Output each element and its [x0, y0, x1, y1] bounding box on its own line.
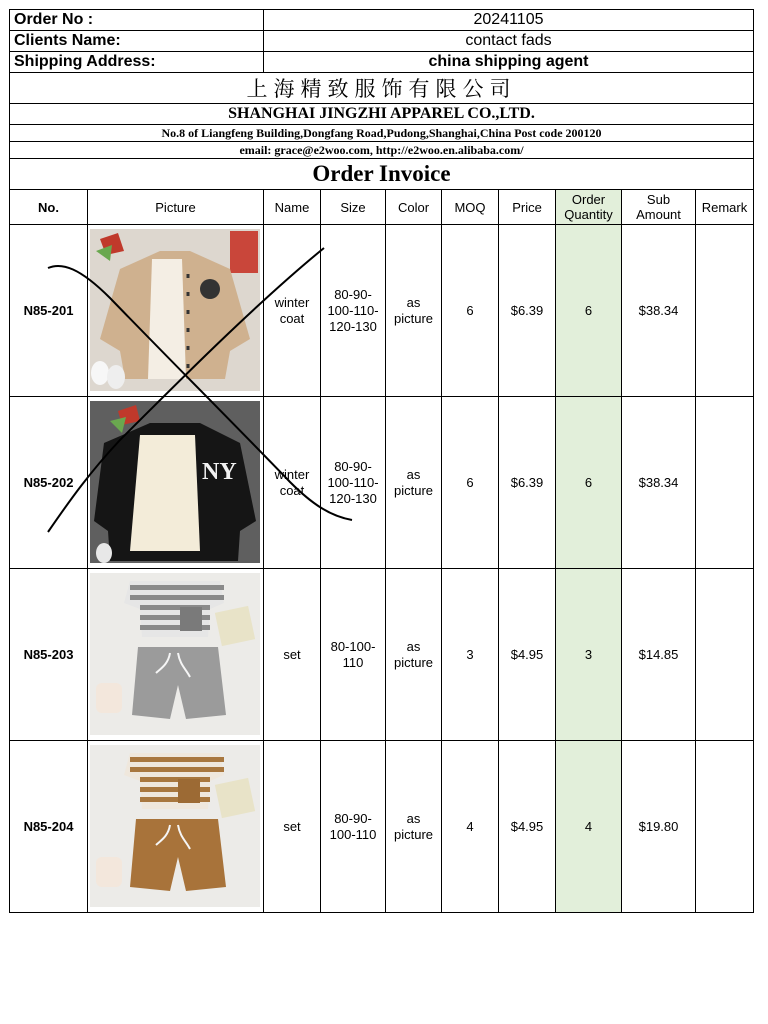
item-color: as picture — [386, 397, 442, 569]
item-price: $4.95 — [499, 569, 556, 741]
table-row — [10, 397, 754, 569]
item-moq: 6 — [442, 397, 499, 569]
company-name-cn: 上海精致服饰有限公司 — [10, 73, 754, 104]
item-picture — [88, 397, 264, 569]
item-no: N85-203 — [10, 569, 88, 741]
item-name: winter coat — [264, 397, 321, 569]
item-quantity[interactable]: 6 — [556, 225, 622, 397]
col-no: No. — [10, 190, 88, 225]
client-row — [10, 31, 754, 52]
column-header-row — [10, 190, 754, 225]
col-sub-amount: Sub Amount — [622, 190, 696, 225]
black-jacket-image — [90, 401, 260, 563]
company-address: No.8 of Liangfeng Building,Dongfang Road,Pudong,Shanghai,China Post code 200120 — [10, 125, 754, 142]
item-picture — [88, 569, 264, 741]
item-sub-amount: $14.85 — [622, 569, 696, 741]
order-no-row — [10, 10, 754, 31]
order-no-value[interactable]: 20241105 — [264, 10, 754, 31]
item-quantity[interactable]: 4 — [556, 741, 622, 913]
item-remark[interactable] — [696, 741, 754, 913]
item-quantity[interactable]: 3 — [556, 569, 622, 741]
svg-text:NY: NY — [202, 459, 237, 485]
item-color: as picture — [386, 741, 442, 913]
shipping-label: Shipping Address: — [10, 52, 264, 73]
col-picture: Picture — [88, 190, 264, 225]
col-moq: MOQ — [442, 190, 499, 225]
col-price: Price — [499, 190, 556, 225]
item-moq: 6 — [442, 225, 499, 397]
item-no: N85-201 — [10, 225, 88, 397]
invoice-sheet — [9, 9, 753, 913]
item-quantity[interactable]: 6 — [556, 397, 622, 569]
item-sub-amount: $19.80 — [622, 741, 696, 913]
col-remark: Remark — [696, 190, 754, 225]
item-name: set — [264, 741, 321, 913]
item-remark[interactable] — [696, 569, 754, 741]
item-price: $4.95 — [499, 741, 556, 913]
item-color: as picture — [386, 569, 442, 741]
col-color: Color — [386, 190, 442, 225]
table-row — [10, 741, 754, 913]
beige-jacket-image — [90, 229, 260, 391]
brown-set-image — [90, 745, 260, 907]
client-value[interactable]: contact fads — [264, 31, 754, 52]
item-size: 80-90- 100-110- 120-130 — [321, 397, 386, 569]
col-order-quantity: Order Quantity — [556, 190, 622, 225]
item-sub-amount: $38.34 — [622, 225, 696, 397]
col-size: Size — [321, 190, 386, 225]
item-picture — [88, 741, 264, 913]
invoice-table — [9, 9, 754, 913]
shipping-row — [10, 52, 754, 73]
item-sub-amount: $38.34 — [622, 397, 696, 569]
item-moq: 4 — [442, 741, 499, 913]
item-moq: 3 — [442, 569, 499, 741]
item-picture — [88, 225, 264, 397]
invoice-title: Order Invoice — [10, 159, 754, 190]
table-row — [10, 225, 754, 397]
item-color: as picture — [386, 225, 442, 397]
company-contact: email: grace@e2woo.com, http://e2woo.en.alibaba.com/ — [10, 142, 754, 159]
shipping-value[interactable]: china shipping agent — [264, 52, 754, 73]
item-no: N85-202 — [10, 397, 88, 569]
table-row — [10, 569, 754, 741]
item-price: $6.39 — [499, 225, 556, 397]
item-name: set — [264, 569, 321, 741]
client-label: Clients Name: — [10, 31, 264, 52]
item-name: winter coat — [264, 225, 321, 397]
item-size: 80-90- 100-110 — [321, 741, 386, 913]
item-size: 80-100- 110 — [321, 569, 386, 741]
item-remark[interactable] — [696, 397, 754, 569]
item-no: N85-204 — [10, 741, 88, 913]
grey-set-image — [90, 573, 260, 735]
item-size: 80-90- 100-110- 120-130 — [321, 225, 386, 397]
item-remark[interactable] — [696, 225, 754, 397]
col-name: Name — [264, 190, 321, 225]
item-price: $6.39 — [499, 397, 556, 569]
order-no-label: Order No : — [10, 10, 264, 31]
company-name-en: SHANGHAI JINGZHI APPAREL CO.,LTD. — [10, 104, 754, 125]
